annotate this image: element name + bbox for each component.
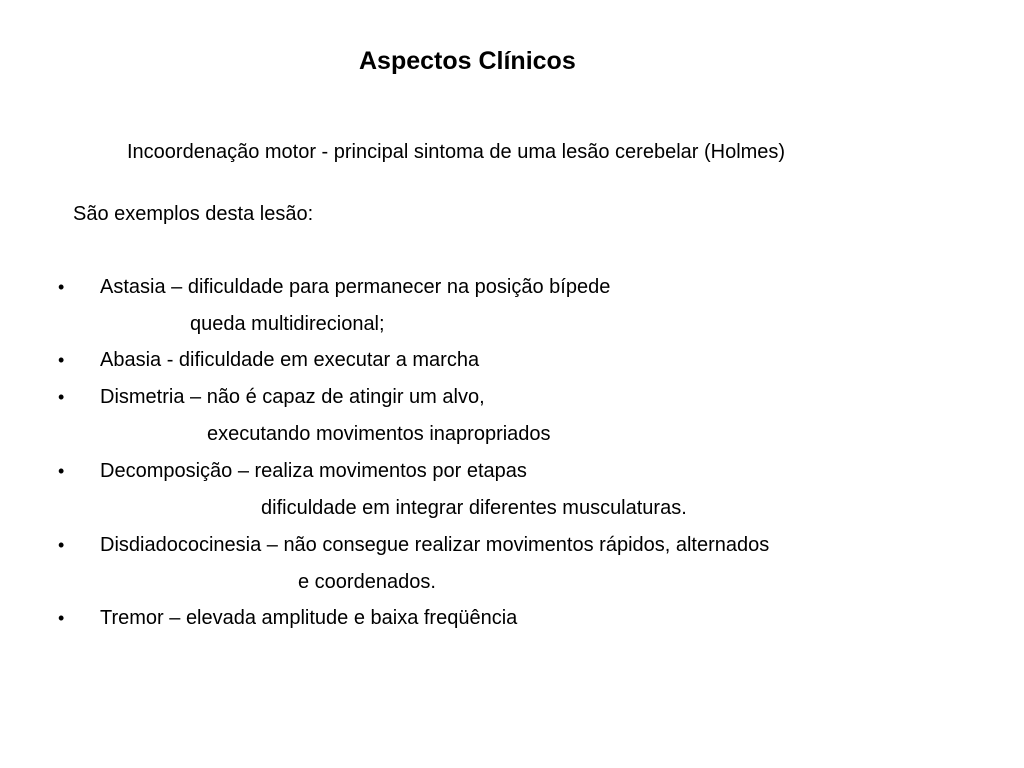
- list-item: Astasia – dificuldade para permanecer na posição bípede: [100, 276, 611, 298]
- list-item-continuation: e coordenados.: [298, 571, 436, 593]
- bullet-marker: •: [58, 461, 65, 481]
- bullet-marker: •: [58, 608, 65, 628]
- list-item-continuation: queda multidirecional;: [190, 313, 385, 335]
- intro-text: São exemplos desta lesão:: [73, 203, 314, 225]
- list-item: Tremor – elevada amplitude e baixa freqüência: [100, 607, 518, 629]
- list-item: Disdiadococinesia – não consegue realizar movimentos rápidos, alternados: [100, 534, 770, 556]
- bullet-marker: •: [58, 350, 65, 370]
- list-item: Dismetria – não é capaz de atingir um alvo,: [100, 386, 485, 408]
- bullet-marker: •: [58, 277, 65, 297]
- bullet-marker: •: [58, 535, 65, 555]
- list-item-continuation: dificuldade em integrar diferentes musculaturas.: [261, 497, 687, 519]
- slide-title: Aspectos Clínicos: [359, 47, 576, 75]
- slide-subtitle: Incoordenação motor - principal sintoma de uma lesão cerebelar (Holmes): [127, 141, 786, 163]
- list-item: Decomposição – realiza movimentos por etapas: [100, 460, 527, 482]
- list-item-continuation: executando movimentos inapropriados: [207, 423, 551, 445]
- list-item: Abasia - dificuldade em executar a marcha: [100, 349, 480, 371]
- bullet-marker: •: [58, 387, 65, 407]
